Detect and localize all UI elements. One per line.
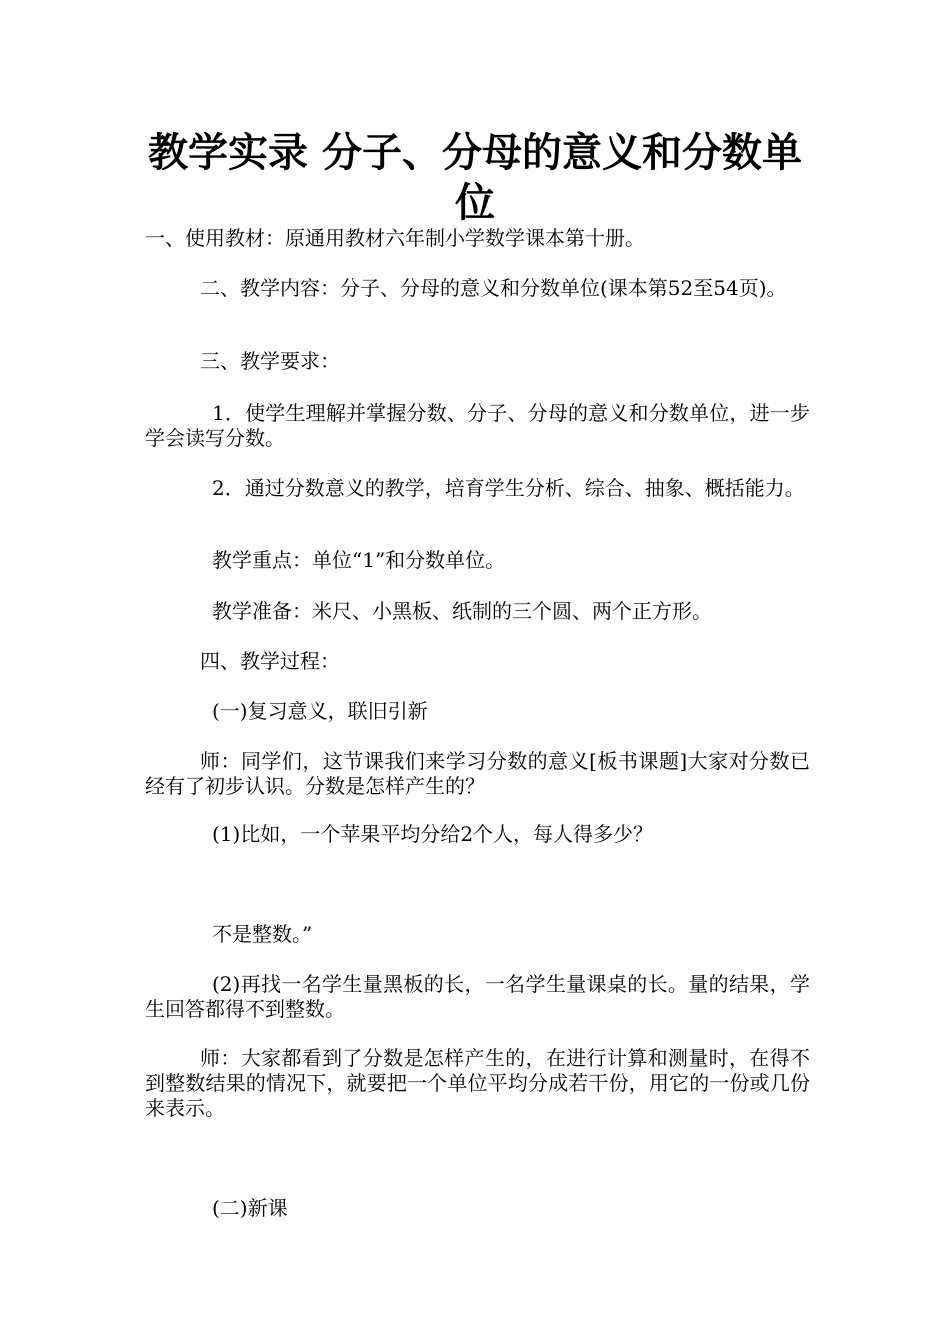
- paragraph-key-point: 教学重点：单位“1”和分数单位。: [212, 548, 506, 572]
- paragraph-not-integer: 不是整数。”: [212, 922, 313, 946]
- paragraph-materials: 一、使用教材：原通用教材六年制小学数学课本第十册。: [145, 226, 645, 250]
- paragraph-example-2: (2)再找一名学生量黑板的长，一名学生量课桌的长。量的结果，学生回答都得不到整数。: [145, 972, 810, 1021]
- paragraph-requirement-2: 2．通过分数意义的教学，培育学生分析、综合、抽象、概括能力。: [212, 476, 805, 500]
- paragraph-preparation: 教学准备：米尺、小黑板、纸制的三个圆、两个正方形。: [212, 599, 712, 623]
- paragraph-teacher-intro: 师：同学们，这节课我们来学习分数的意义[板书课题]大家对分数已经有了初步认识。分数是怎样产生的？: [145, 749, 810, 798]
- paragraph-new-lesson-heading: (二)新课: [212, 1196, 288, 1220]
- paragraph-teacher-summary: 师：大家都看到了分数是怎样产生的，在进行计算和测量时，在得不到整数结果的情况下，就要把一个单位平均分成若干份，用它的一份或几份来表示。: [145, 1046, 810, 1120]
- paragraph-requirement-1: 1．使学生理解并掌握分数、分子、分母的意义和分数单位，进一步学会读写分数。: [145, 401, 810, 450]
- paragraph-review-heading: (一)复习意义，联旧引新: [212, 699, 428, 723]
- paragraph-requirements-heading: 三、教学要求：: [200, 349, 340, 373]
- paragraph-example-1: (1)比如，一个苹果平均分给2个人，每人得多少？: [212, 822, 654, 846]
- paragraph-process-heading: 四、教学过程：: [200, 649, 340, 673]
- paragraph-content: 二、教学内容：分子、分母的意义和分数单位(课本第52至54页)。: [200, 276, 787, 300]
- document-title: 教学实录 分子、分母的意义和分数单位: [148, 129, 802, 226]
